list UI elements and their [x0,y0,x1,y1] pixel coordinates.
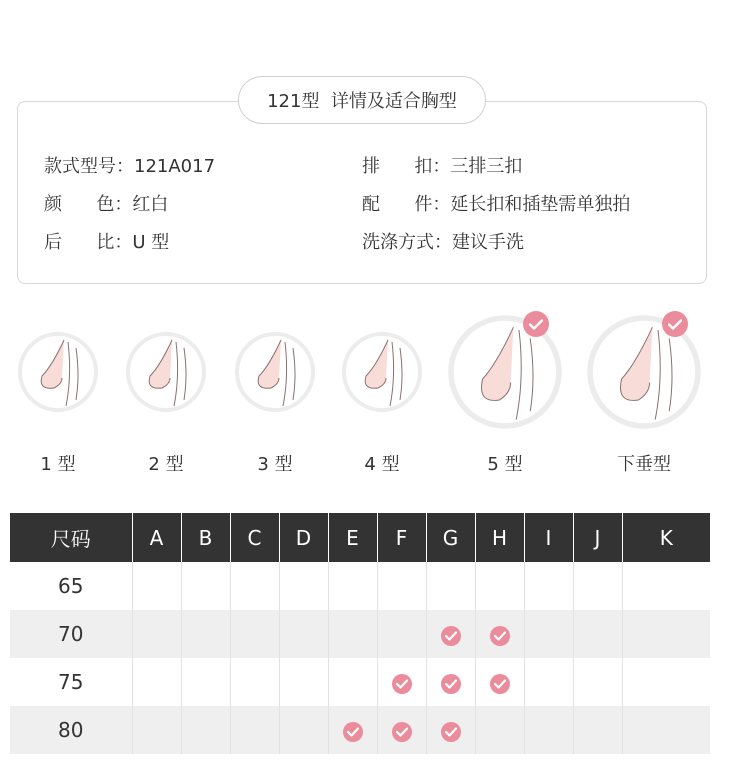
cup-cell-C [230,706,279,754]
cup-cell-B [181,562,230,610]
cup-column-I: I [524,513,573,562]
cup-cell-C [230,658,279,706]
recommended-badge [662,311,688,337]
spec-model: 款式型号：121A017 [44,156,216,177]
cup-cell-C [230,562,279,610]
cup-cell-A [132,658,181,706]
breast-shape-2 [122,328,210,416]
cup-cell-H [475,562,524,610]
cup-column-A: A [132,513,181,562]
breast-shape-icon [122,328,210,416]
cup-cell-F [377,706,426,754]
spec-back: 后 比：U 型 [44,232,170,253]
cup-cell-D [279,562,328,610]
cup-cell-K [622,658,710,706]
cup-cell-E [328,562,377,610]
cup-cell-G [426,658,475,706]
breast-shape-icon [338,328,426,416]
check-icon [392,674,412,694]
cup-cell-B [181,610,230,658]
cup-cell-J [573,706,622,754]
cup-cell-I [524,706,573,754]
cup-cell-I [524,610,573,658]
breast-shape-1 [14,328,102,416]
cup-cell-J [573,562,622,610]
breast-shape-label: 2 型 [148,454,184,475]
product-title [238,76,486,124]
breast-shape-label: 下垂型 [617,454,671,475]
check-icon [529,319,543,330]
cup-cell-D [279,610,328,658]
check-icon [441,626,461,646]
breast-shape-3 [231,328,319,416]
cup-column-G: G [426,513,475,562]
cup-cell-G [426,706,475,754]
cup-cell-H [475,610,524,658]
cup-column-H: H [475,513,524,562]
cup-cell-K [622,706,710,754]
check-icon [668,319,682,330]
cup-cell-G [426,562,475,610]
spec-accessories: 配 件：延长扣和插垫需单独拍 [362,194,631,215]
check-icon [441,722,461,742]
cup-cell-A [132,706,181,754]
cup-cell-A [132,562,181,610]
band-size-cell: 75 [58,670,84,694]
breast-shape-label: 4 型 [364,454,400,475]
band-size-cell: 80 [10,706,132,754]
cup-cell-J [573,610,622,658]
size-table [10,513,710,754]
breast-shape-icon [231,328,319,416]
table-row [10,610,710,658]
cup-column-F: F [377,513,426,562]
size-table-header [10,513,710,562]
breast-shape-label: 1 型 [40,454,76,475]
band-size-cell: 65 [58,574,84,598]
cup-cell-K [622,562,710,610]
cup-cell-D [279,706,328,754]
cup-column-B: B [181,513,230,562]
cup-cell-J [573,658,622,706]
cup-cell-G [426,610,475,658]
cup-column-J: J [573,513,622,562]
spec-washing: 洗涤方式：建议手洗 [362,232,524,253]
cup-cell-B [181,658,230,706]
cup-cell-H [475,658,524,706]
product-title-text: 121型 详情及适合胸型 [267,91,457,112]
cup-cell-F [377,562,426,610]
spec-color: 颜 色：红白 [44,194,169,215]
cup-cell-F [377,658,426,706]
breast-shape-4 [338,328,426,416]
cup-cell-D [279,658,328,706]
check-icon [441,674,461,694]
cup-cell-E [328,706,377,754]
cup-cell-A [132,610,181,658]
cup-cell-I [524,562,573,610]
cup-column-E: E [328,513,377,562]
cup-column-D: D [279,513,328,562]
check-icon [490,674,510,694]
cup-cell-C [230,610,279,658]
check-icon [343,722,363,742]
cup-column-K: K [622,513,710,562]
cup-cell-E [328,658,377,706]
breast-shape-label: 5 型 [487,454,523,475]
cup-cell-K [622,610,710,658]
table-row [10,562,710,610]
cup-cell-E [328,610,377,658]
cup-cell-I [524,658,573,706]
breast-shape-icon [14,328,102,416]
cup-cell-F [377,610,426,658]
recommended-badge [523,311,549,337]
spec-hook-rows: 排 扣：三排三扣 [362,156,523,177]
check-icon [392,722,412,742]
check-icon [490,626,510,646]
table-row [10,706,710,754]
cup-column-C: C [230,513,279,562]
size-column-header: 尺码 [10,513,132,562]
cup-cell-H [475,706,524,754]
band-size-cell: 70 [10,610,132,658]
breast-shape-label: 3 型 [257,454,293,475]
table-row [10,658,710,706]
cup-cell-B [181,706,230,754]
